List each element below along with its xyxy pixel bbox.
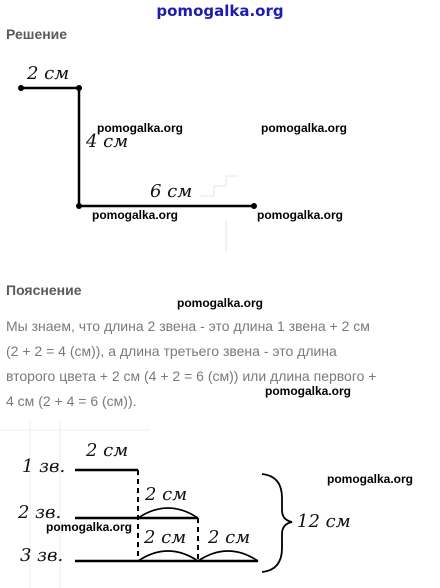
explanation-line: 4 см (2 + 4 = 6 (см)). xyxy=(6,393,137,409)
segment-label-1: 2 см xyxy=(27,63,70,84)
row3-label-1: 2 см xyxy=(144,527,187,548)
explanation-line: Мы знаем, что длина 2 звена - это длина 1 звена + 2 см xyxy=(6,318,370,334)
row3-label-2: 2 см xyxy=(208,527,251,548)
vertex-point xyxy=(76,85,82,91)
watermark: pomogalka.org xyxy=(92,208,179,222)
row-label-1: 1 зв. xyxy=(22,456,66,477)
solution-title: Решение xyxy=(6,26,68,42)
watermark: pomogalka.org xyxy=(261,121,348,135)
top-segment-label: 2 см xyxy=(86,440,129,461)
watermark: pomogalka.org xyxy=(97,121,184,135)
vertex-point xyxy=(18,85,24,91)
row-label-2: 2 зв. xyxy=(18,502,62,523)
explanation-line: (2 + 2 = 4 (см)), а длина третьего звена - это длина xyxy=(6,343,337,359)
watermark: pomogalka.org xyxy=(177,296,264,310)
watermark: pomogalka.org xyxy=(257,208,344,222)
total-length-label: 12 см xyxy=(297,511,351,532)
arc-row3-right xyxy=(198,551,258,561)
vertex-point xyxy=(76,203,82,209)
watermark: pomogalka.org xyxy=(265,384,352,398)
row2-extra-label: 2 см xyxy=(145,484,188,505)
row-label-3: 3 зв. xyxy=(20,545,64,566)
watermark: pomogalka.org xyxy=(327,472,414,486)
faint-grid xyxy=(200,176,238,252)
arc-row2 xyxy=(138,508,198,518)
brace xyxy=(262,474,292,572)
explanation-line: второго цвета + 2 см (4 + 2 = 6 (см)) или длина первого + xyxy=(6,368,377,384)
watermark: pomogalka.org xyxy=(46,520,133,534)
explanation-title: Пояснение xyxy=(6,282,82,298)
arc-row3-left xyxy=(138,551,198,561)
site-link[interactable]: pomogalka.org xyxy=(156,2,284,20)
segment-label-3: 6 см xyxy=(150,181,193,202)
segment-label-2: 4 см xyxy=(86,131,129,152)
broken-line xyxy=(21,88,254,206)
